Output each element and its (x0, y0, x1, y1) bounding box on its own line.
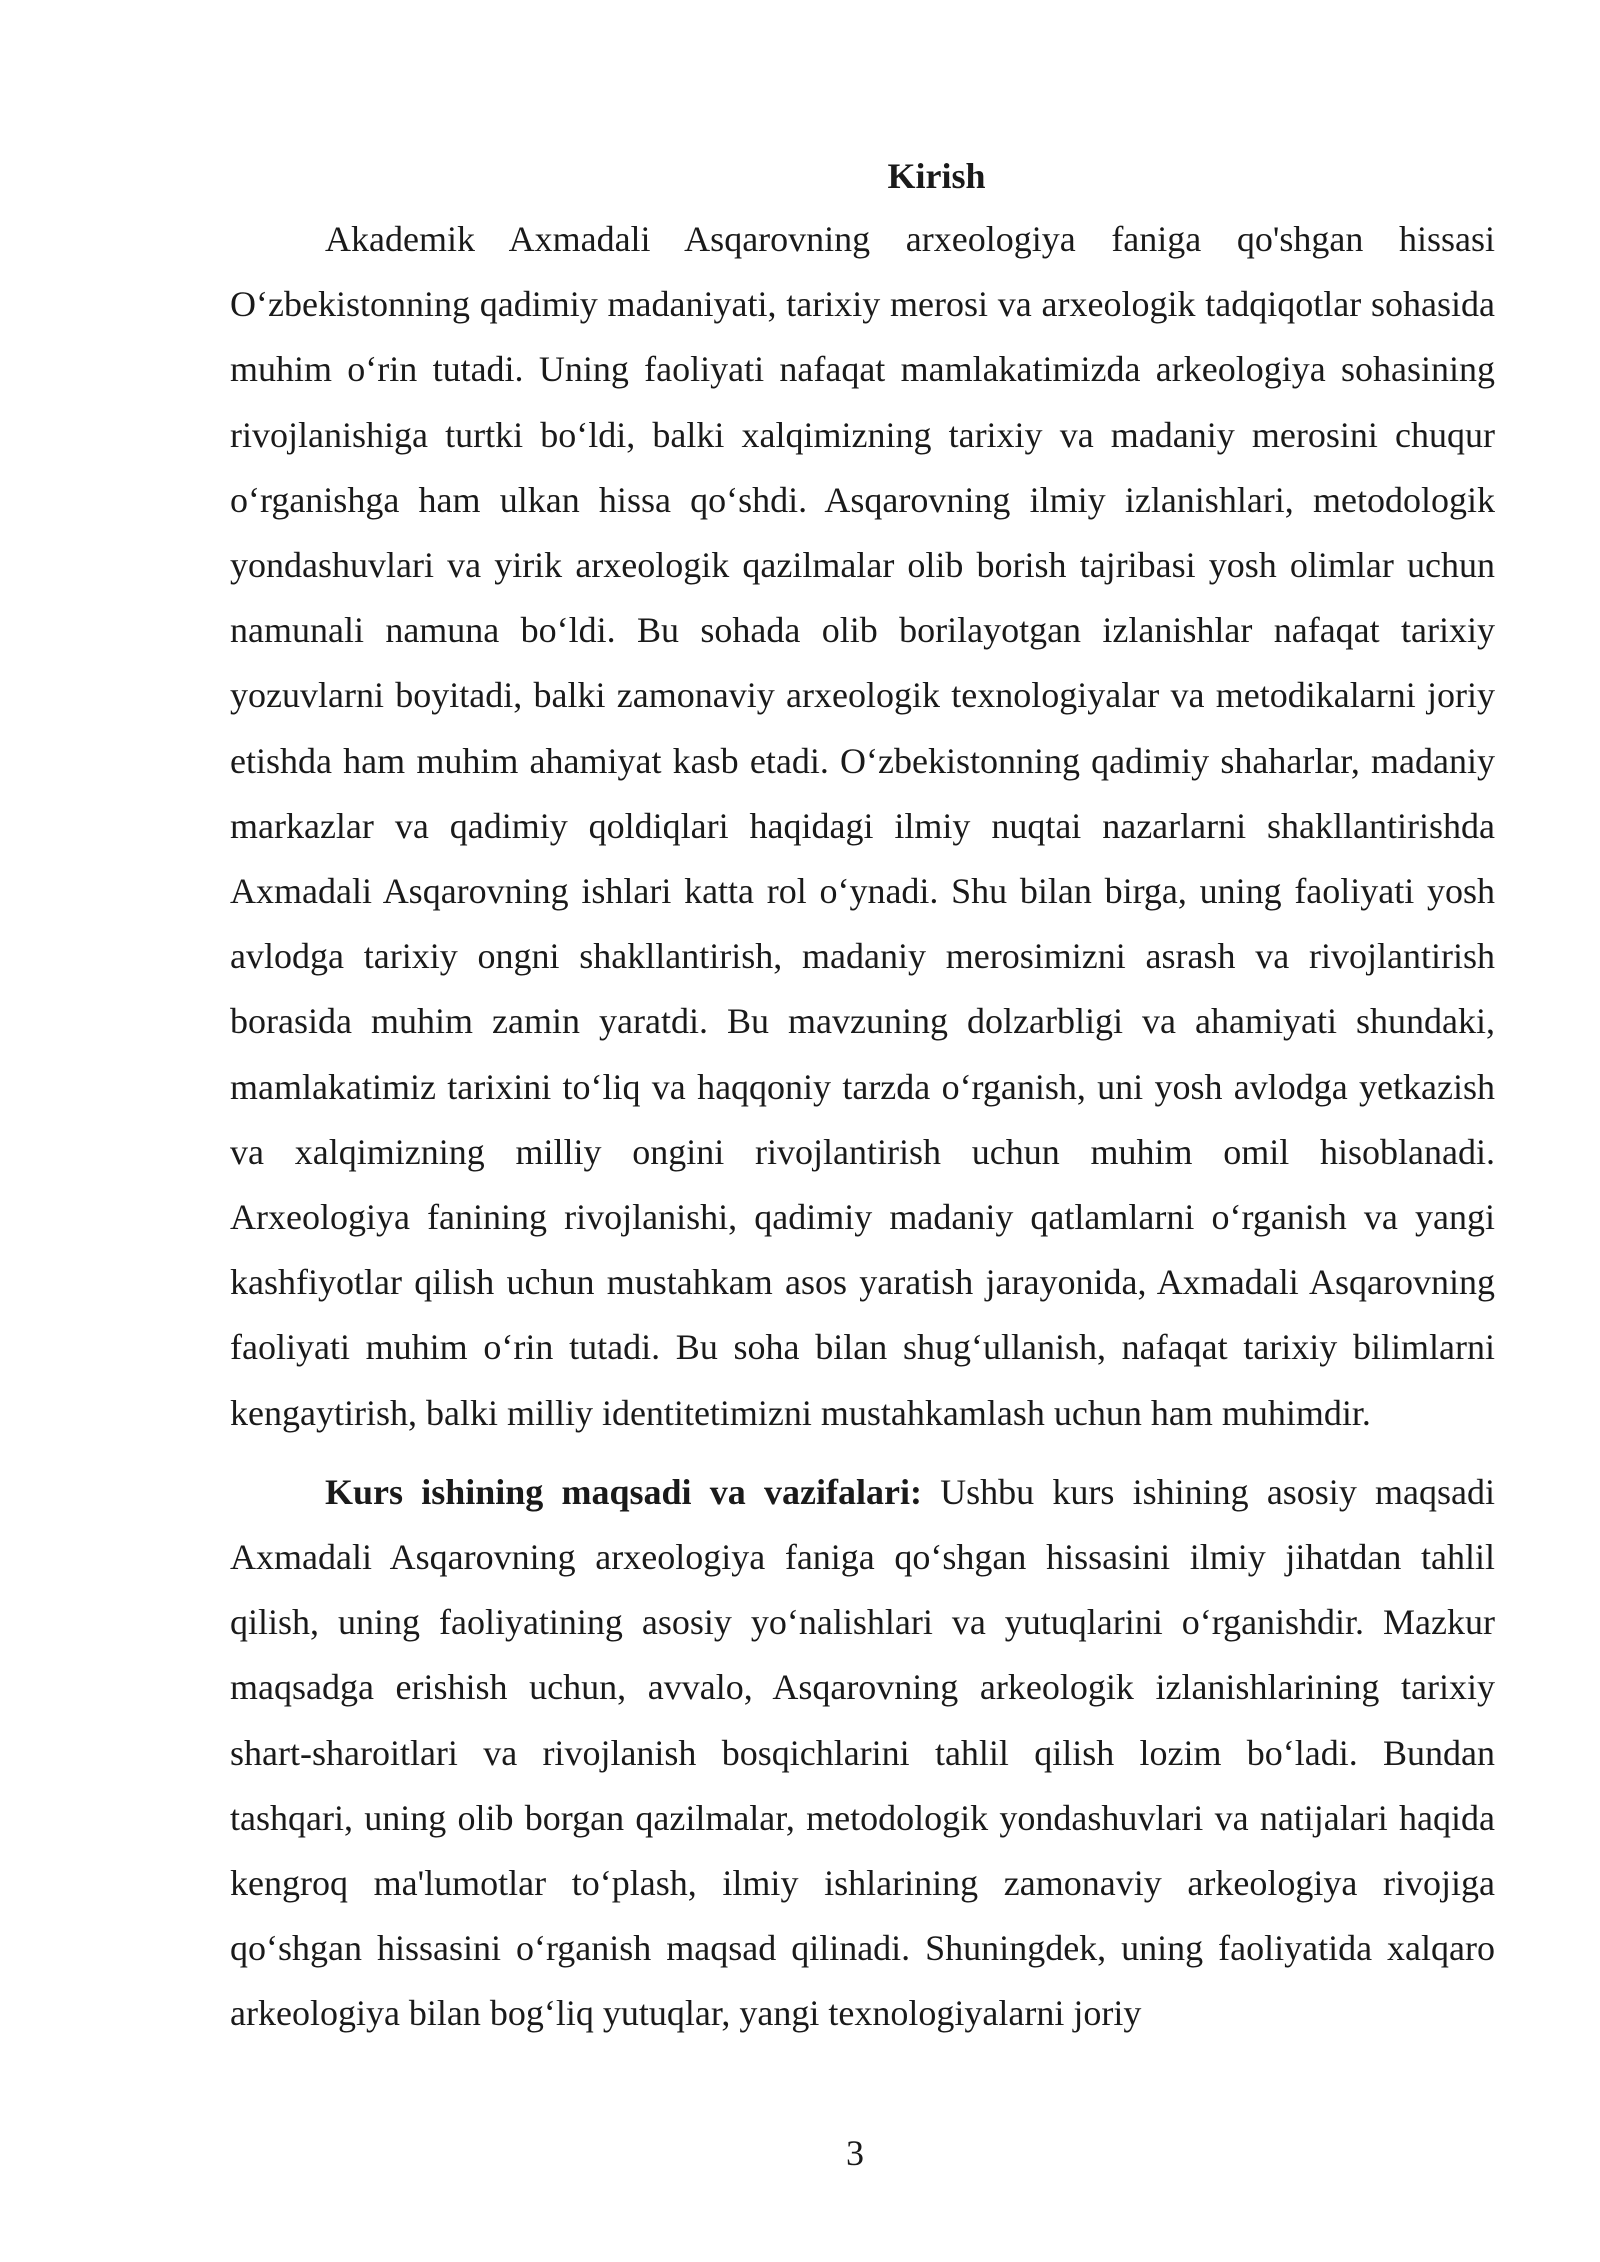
goals-paragraph (230, 1460, 1495, 2047)
page-content (230, 145, 1495, 2047)
goals-lead-label: Kurs ishining maqsadi va vazifalari: (325, 1471, 922, 1512)
goals-paragraph-body: Ushbu kurs ishining asosiy maqsadi Axmadali Asqarovning arxeologiya faniga qo‘shgan hissasini ilmiy jihatdan tahlil qilish, uning faoliyatining asosiy yo‘nalishlari va yutuqlarini o‘rganishdir. Mazkur maqsadga erishish uchun, avvalo, Asqarovning arkeologik izlanishlarining tarixiy shart-sharoitlari va rivojlanish bosqichlarini tahlil qilish lozim bo‘ladi. Bundan tashqari, uning olib borgan qazilmalar, metodologik yondashuvlari va natijalari haqida kengroq ma'lumotlar to‘plash, ilmiy ishlarining zamonaviy arkeologiya rivojiga qo‘shgan hissasini o‘rganish maqsad qilinadi. Shuningdek, uning faoliyatida xalqaro arkeologiya bilan bog‘liq yutuqlar, yangi texnologiyalarni joriy (230, 1471, 1495, 2034)
page-number: 3 (846, 2133, 864, 2173)
intro-paragraph: Akademik Axmadali Asqarovning arxeologiya faniga qo'shgan hissasi O‘zbekistonning qadimiy madaniyati, tarixiy merosi va arxeologik tadqiqotlar sohasida muhim o‘rin tutadi. Uning faoliyati nafaqat mamlakatimizda arkeologiya sohasining rivojlanishiga turtki bo‘ldi, balki xalqimizning tarixiy va madaniy merosini chuqur o‘rganishga ham ulkan hissa qo‘shdi. Asqarovning ilmiy izlanishlari, metodologik yondashuvlari va yirik arxeologik qazilmalar olib borish tajribasi yosh olimlar uchun namunali namuna bo‘ldi. Bu sohada olib borilayotgan izlanishlar nafaqat tarixiy yozuvlarni boyitadi, balki zamonaviy arxeologik texnologiyalar va metodikalarni joriy etishda ham muhim ahamiyat kasb etadi. O‘zbekistonning qadimiy shaharlar, madaniy markazlar va qadimiy qoldiqlari haqidagi ilmiy nuqtai nazarlarni shakllantirishda Axmadali Asqarovning ishlari katta rol o‘ynadi. Shu bilan birga, uning faoliyati yosh avlodga tarixiy ongni shakllantirish, madaniy merosimizni asrash va rivojlantirish borasida muhim zamin yaratdi. Bu mavzuning dolzarbligi va ahamiyati shundaki, mamlakatimiz tarixini to‘liq va haqqoniy tarzda o‘rganish, uni yosh avlodga yetkazish va xalqimizning milliy ongini rivojlantirish uchun muhim omil hisoblanadi. Arxeologiya fanining rivojlanishi, qadimiy madaniy qatlamlarni o‘rganish va yangi kashfiyotlar qilish uchun mustahkam asos yaratish jarayonida, Axmadali Asqarovning faoliyati muhim o‘rin tutadi. Bu soha bilan shug‘ullanish, nafaqat tarixiy bilimlarni kengaytirish, balki milliy identitetimizni mustahkamlash uchun ham muhimdir. (230, 219, 1495, 1433)
section-heading: Kirish (887, 156, 986, 196)
